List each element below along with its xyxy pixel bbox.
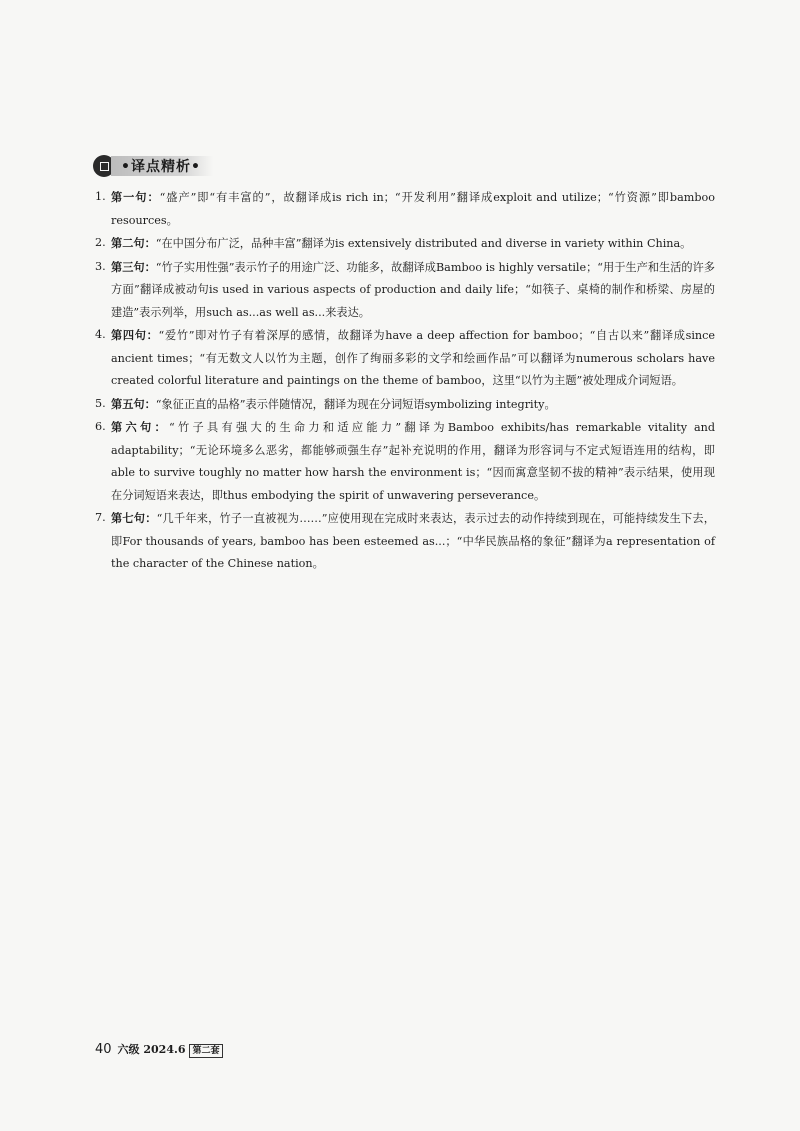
item-text: “象征正直的品格”表示伴随情况，翻译为现在分词短语symbolizing integrity。 xyxy=(155,397,556,411)
edition-badge: 第二套 xyxy=(189,1044,222,1058)
item-number: 4. xyxy=(95,328,106,341)
item-text: “竹子实用性强”表示竹子的用途广泛、功能多，故翻译成Bamboo is highly versatile；“用于生产和生活的许多方面”翻译成被动句is used in various aspects of production and daily life；“如筷子、桌椅的制作和桥梁、房屋的建造”表示列举，用such as...as well as...来表达。 xyxy=(111,260,715,319)
item-number: 2. xyxy=(95,236,106,249)
item-lead: 第二句： xyxy=(111,236,156,250)
item-lead: 第一句： xyxy=(111,190,160,204)
item-number: 1. xyxy=(95,190,106,203)
item-text: “在中国分布广泛，品种丰富”翻译为is extensively distributed and diverse in variety within China。 xyxy=(155,237,692,250)
section-header xyxy=(93,155,213,177)
item-number: 7. xyxy=(95,511,106,524)
item-text: “几千年来，竹子一直被视为……”应使用现在完成时来表达，表示过去的动作持续到现在，可能持续发生下去，即For thousands of years, bamboo has been esteemed as...；“中华民族品格的象征”翻译为a representation of the character of the Chinese nation。 xyxy=(111,512,715,570)
item-lead: 第六句： xyxy=(111,420,169,434)
item-lead: 第三句： xyxy=(111,259,156,274)
item-number: 5. xyxy=(95,396,106,410)
page-number: 40 xyxy=(95,1042,112,1057)
item-text: “爱竹”即对竹子有着深厚的感情，故翻译为have a deep affection for bamboo；“自古以来”翻译成since ancient times；“有无数文人以竹为主题，创作了绚丽多彩的文学和绘画作品”可以翻译为numerous scholars have created colorful literature and paintings on the theme of bamboo，这里“以竹为主题”被处理成介词短语。 xyxy=(111,329,715,387)
list-item xyxy=(95,256,715,325)
list-item xyxy=(95,232,715,256)
item-text: “盛产”即“有丰富的”，故翻译成is rich in；“开发利用”翻译成exploit and utilize；“竹资源”即bamboo resources。 xyxy=(111,191,715,227)
item-lead: 第四句： xyxy=(111,328,159,342)
item-lead: 第五句： xyxy=(111,396,156,411)
list-item xyxy=(95,416,715,507)
item-lead: 第七句： xyxy=(111,511,157,525)
list-item xyxy=(95,393,715,417)
list-item xyxy=(95,186,715,232)
section-title: •译点精析• xyxy=(111,156,213,176)
list-item xyxy=(95,507,715,576)
item-number: 6. xyxy=(95,420,106,433)
analysis-list xyxy=(95,186,715,576)
item-text: “竹子具有强大的生命力和适应能力”翻译为Bamboo exhibits/has remarkable vitality and adaptability；“无论环境多么恶劣，都能够顽强生存”起补充说明的作用，翻译为形容词与不定式短语连用的结构，即able to survive toughly no matter how harsh the environment is；“因而寓意坚韧不拔的精神”表示结果，使用现在分词短语来表达，即thus embodying the spirit of unwavering perseverance。 xyxy=(111,421,715,502)
issue-label: 六级 2024.6 xyxy=(117,1043,186,1056)
item-number: 3. xyxy=(95,259,106,273)
list-item xyxy=(95,324,715,393)
page-footer xyxy=(95,1041,223,1058)
